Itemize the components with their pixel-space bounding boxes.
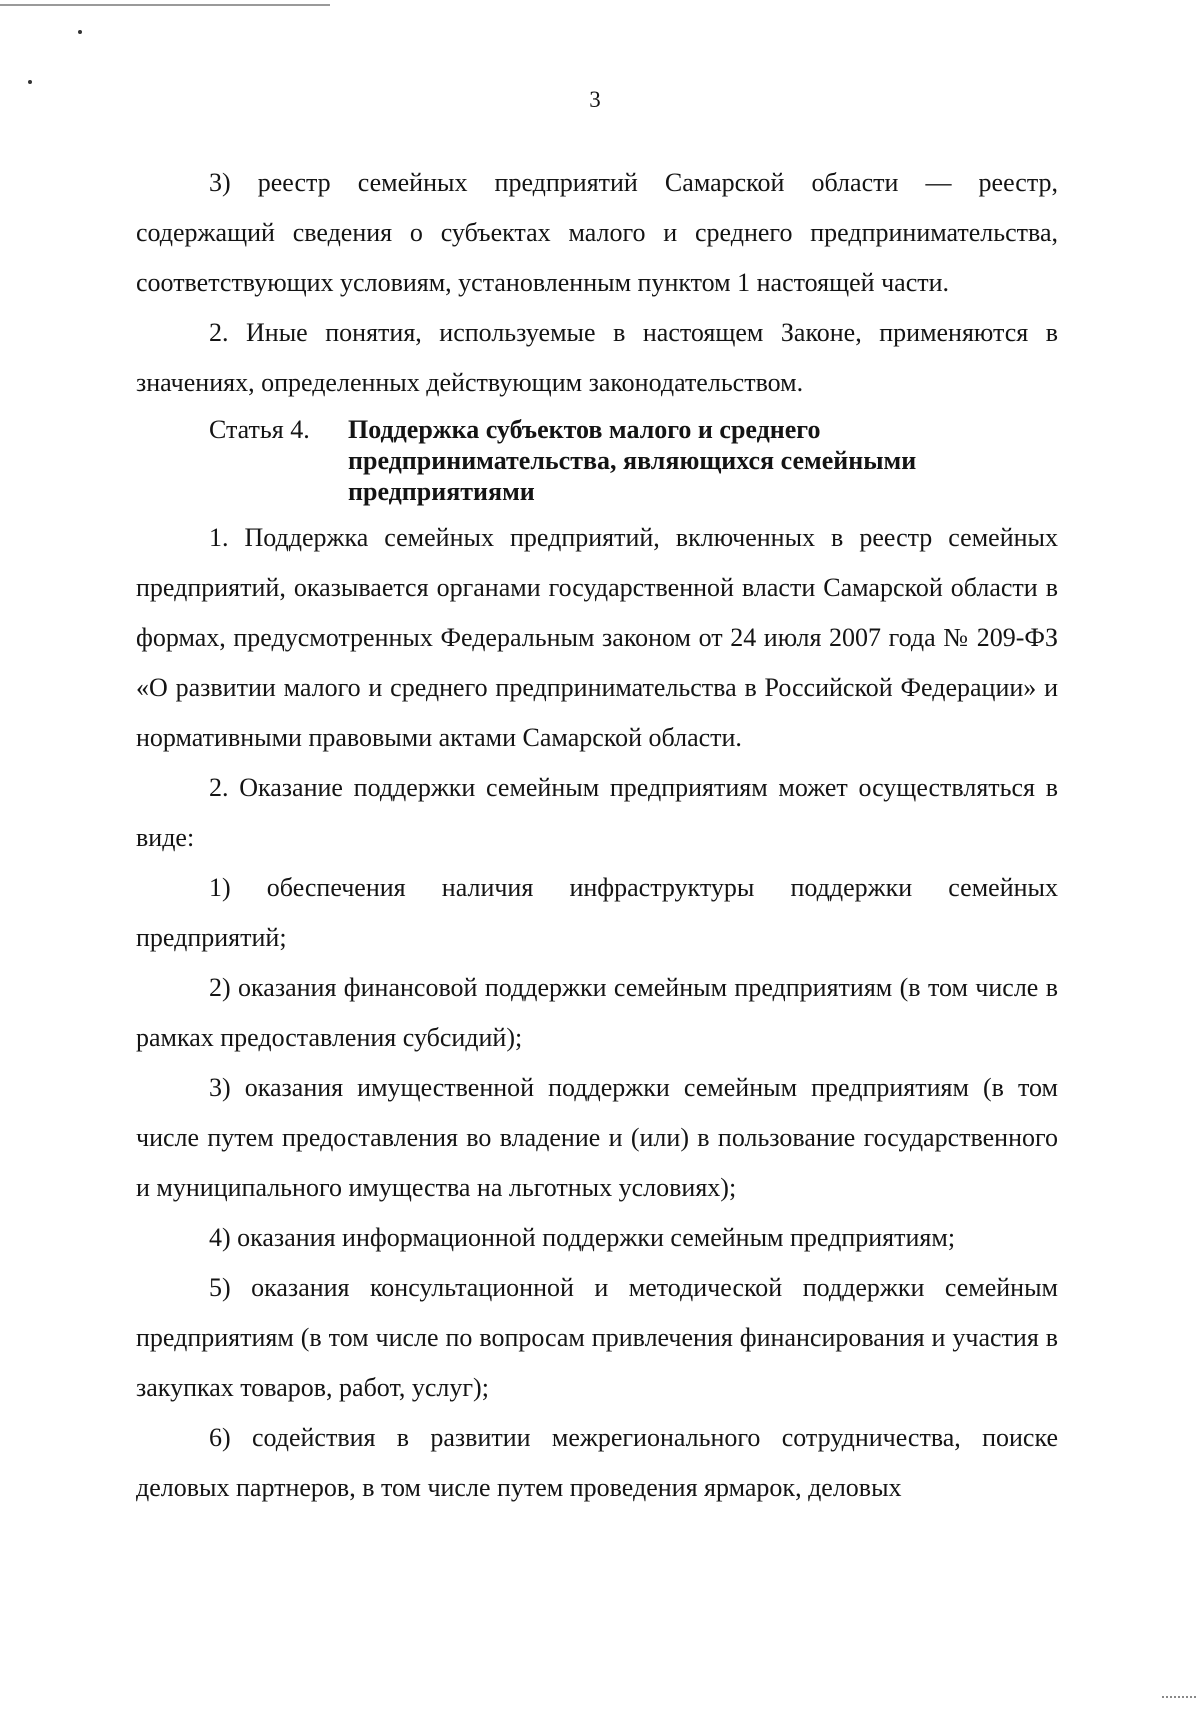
- paragraph: 3) реестр семейных предприятий Самарской области — реестр, содержащий сведения о субъектах малого и среднего предпринимательства, соответствующих условиям, установленным пунктом 1 настоящей части.: [136, 168, 1058, 297]
- list-item: 3) оказания имущественной поддержки семейным предприятиям (в том числе путем предоставления во владение и (или) в пользование государственного и муниципального имущества на льготных условиях);: [136, 1073, 1058, 1202]
- document-body: [136, 158, 1058, 1513]
- article-heading: [136, 414, 1058, 507]
- article-number: Статья 4.: [209, 415, 310, 444]
- page-number: 3: [589, 87, 601, 112]
- scan-speck: [78, 30, 82, 34]
- list-item: 5) оказания консультационной и методической поддержки семейным предприятиям (в том числе по вопросам привлечения финансирования и участия в закупках товаров, работ, услуг);: [136, 1273, 1058, 1402]
- list-item: 4) оказания информационной поддержки семейным предприятиям;: [209, 1223, 956, 1252]
- paragraph: 2. Иные понятия, используемые в настоящем Законе, применяются в значениях, определенных действующим законодательством.: [136, 318, 1058, 397]
- article-title: Поддержка субъектов малого и среднего предпринимательства, являющихся семейными предприятиями: [348, 415, 917, 506]
- paragraph: 1. Поддержка семейных предприятий, включенных в реестр семейных предприятий, оказывается органами государственной власти Самарской области в формах, предусмотренных Федеральным законом от 24 июля 2007 года № 209-ФЗ «О развитии малого и среднего предпринимательства в Российской Федерации» и нормативными правовыми актами Самарской области.: [136, 523, 1058, 752]
- scan-edge-mark: [1162, 1696, 1196, 1699]
- scan-edge-line: [0, 4, 330, 6]
- paragraph: 2. Оказание поддержки семейным предприятиям может осуществляться в виде:: [136, 773, 1058, 852]
- list-item: 2) оказания финансовой поддержки семейным предприятиям (в том числе в рамках предоставления субсидий);: [136, 973, 1058, 1052]
- list-item: 1) обеспечения наличия инфраструктуры поддержки семейных предприятий;: [136, 873, 1058, 952]
- scan-speck: [28, 80, 32, 84]
- list-item: 6) содействия в развитии межрегионального сотрудничества, поиске деловых партнеров, в том числе путем проведения ярмарок, деловых: [136, 1423, 1058, 1502]
